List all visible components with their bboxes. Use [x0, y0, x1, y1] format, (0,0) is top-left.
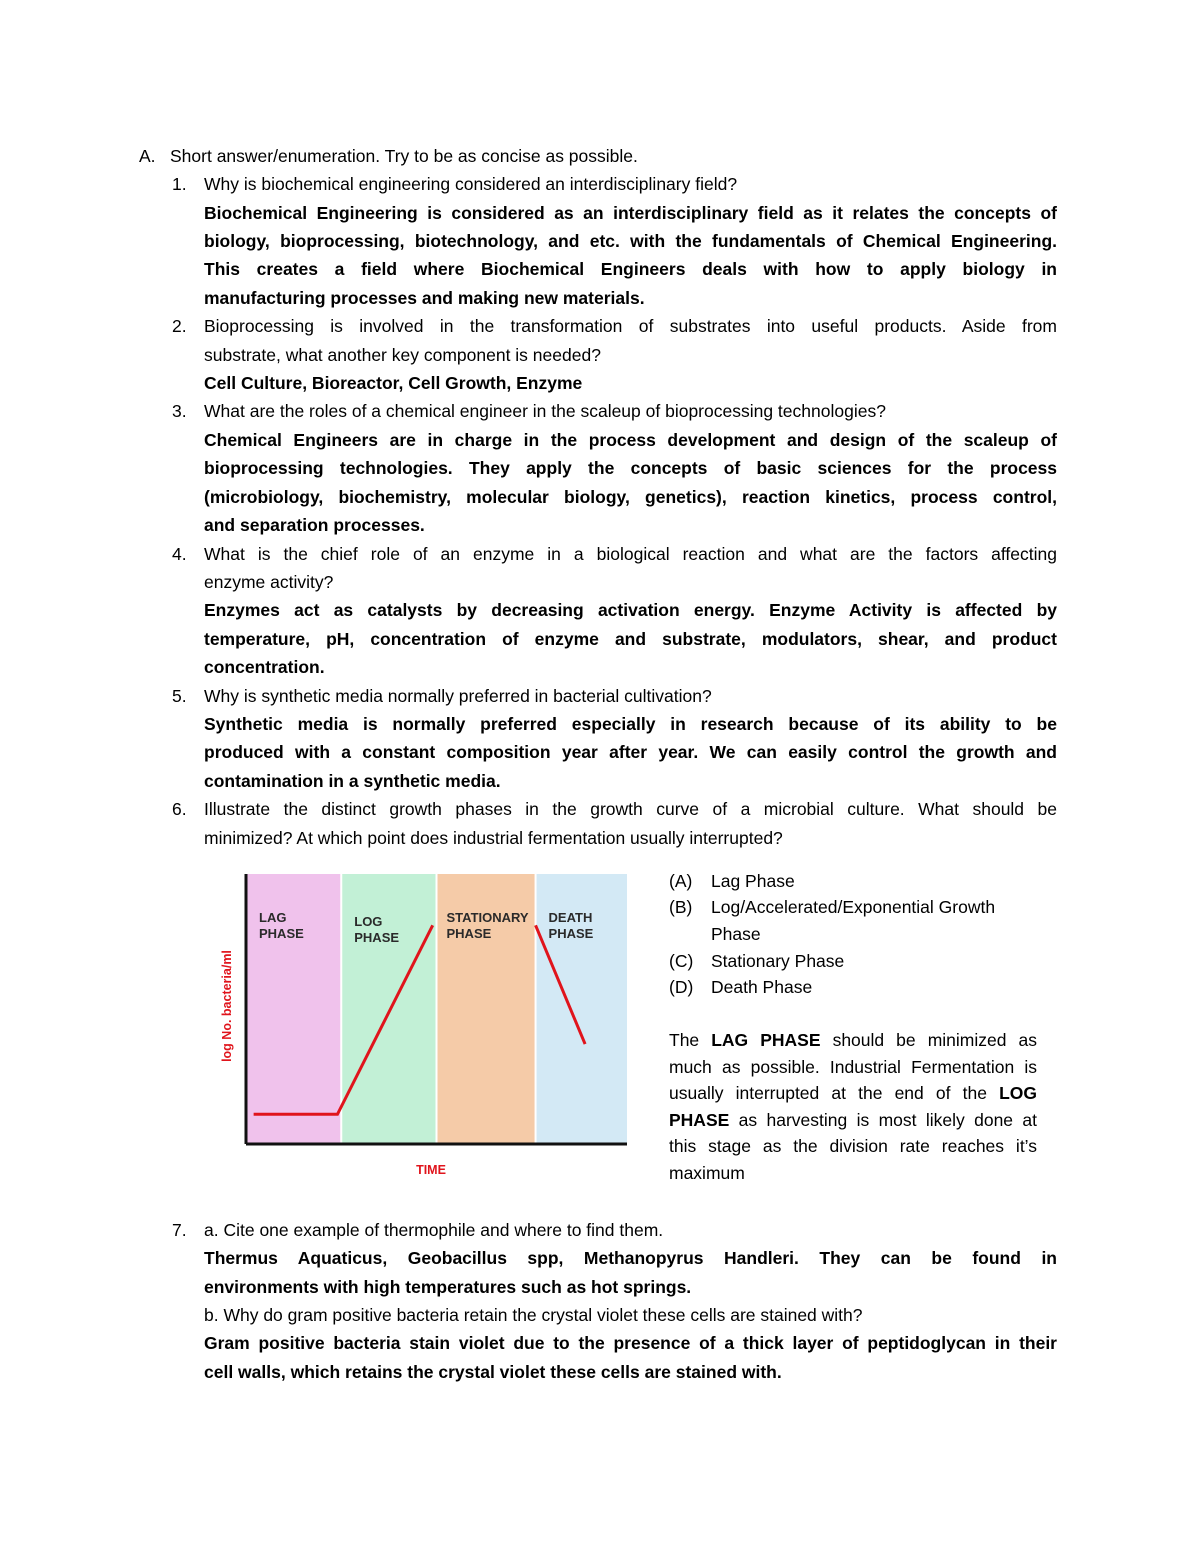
q3-answer-line: bioprocessing technologies. They apply the concepts of basic sciences for the process	[204, 458, 1057, 478]
q1-answer-line: manufacturing processes and making new materials.	[204, 288, 645, 308]
q2-question-line: Bioprocessing is involved in the transformation of substrates into useful products. Aside from	[204, 316, 1057, 336]
legend-key: (B)	[669, 897, 693, 917]
q5-answer-line: produced with a constant composition year after year. We can easily control the growth and	[204, 742, 1057, 762]
y-axis-label: log No. bacteria/ml	[220, 950, 234, 1062]
legend-key: (C)	[669, 951, 694, 971]
legend-label: Lag Phase	[711, 871, 795, 891]
q3-answer-line: and separation processes.	[204, 515, 425, 535]
phase-label-4: DEATH PHASE	[548, 910, 594, 941]
phase-label-3: STATIONARY PHASE	[446, 910, 529, 941]
q4-answer-line: concentration.	[204, 657, 325, 677]
legend-key: (D)	[669, 977, 694, 997]
section-letter: A.	[139, 146, 156, 166]
lag-log-explanation: The LAG PHASE should be minimized as much as possible. Industrial Fermentation is usually interrupted at the end of the LOG PHASE as harvesting is most likely done at this stage as the division rate reaches it’s maximum	[669, 1030, 1037, 1183]
q2-number: 2.	[172, 316, 187, 336]
q6-number: 6.	[172, 799, 187, 819]
q3-question: What are the roles of a chemical engineer in the scaleup of bioprocessing technologies?	[204, 401, 886, 421]
q5-answer-line: Synthetic media is normally preferred especially in research because of its ability to be	[204, 714, 1057, 734]
q7b-answer-line: Gram positive bacteria stain violet due to the presence of a thick layer of peptidoglycan in their	[204, 1333, 1057, 1353]
q7-number: 7.	[172, 1220, 187, 1240]
legend-label: Log/Accelerated/Exponential Growth	[711, 897, 996, 917]
legend-label: Death Phase	[711, 977, 813, 997]
q4-question-line: What is the chief role of an enzyme in a biological reaction and what are the factors affecting	[204, 544, 1057, 564]
q5-number: 5.	[172, 686, 187, 706]
q2-question-line: substrate, what another key component is needed?	[204, 345, 601, 365]
q1-answer-line: biology, bioprocessing, biotechnology, and etc. with the fundamentals of Chemical Engineering.	[204, 231, 1057, 251]
q2-answer: Cell Culture, Bioreactor, Cell Growth, Enzyme	[204, 373, 583, 393]
q4-answer-line: Enzymes act as catalysts by decreasing activation energy. Enzyme Activity is affected by	[204, 600, 1057, 620]
q6-question-line: Illustrate the distinct growth phases in the growth curve of a microbial culture. What should be	[204, 799, 1057, 819]
growth-curve-chart	[212, 868, 636, 1186]
q1-answer-line: Biochemical Engineering is considered as an interdisciplinary field as it relates the concepts of	[204, 203, 1057, 223]
legend-label: Stationary Phase	[711, 951, 845, 971]
q7a-question: a. Cite one example of thermophile and where to find them.	[204, 1220, 664, 1240]
phase-label-1: LAG PHASE	[259, 910, 304, 941]
q3-number: 3.	[172, 401, 187, 421]
q3-answer-line: Chemical Engineers are in charge in the process development and design of the scaleup of	[204, 430, 1057, 450]
q4-answer-line: temperature, pH, concentration of enzyme and substrate, modulators, shear, and product	[204, 629, 1057, 649]
x-axis-label: TIME	[416, 1163, 446, 1177]
q6-question-line: minimized? At which point does industrial fermentation usually interrupted?	[204, 828, 783, 848]
q7b-answer-line: cell walls, which retains the crystal violet these cells are stained with.	[204, 1362, 782, 1382]
q1-number: 1.	[172, 174, 187, 194]
q7a-answer-line: environments with high temperatures such as hot springs.	[204, 1277, 692, 1297]
q7a-answer-line: Thermus Aquaticus, Geobacillus spp, Methanopyrus Handleri. They can be found in	[204, 1248, 1057, 1268]
section-title: Short answer/enumeration. Try to be as concise as possible.	[170, 146, 638, 166]
q1-question: Why is biochemical engineering considered an interdisciplinary field?	[204, 174, 738, 194]
legend-label: Phase	[711, 924, 761, 944]
q5-answer-line: contamination in a synthetic media.	[204, 771, 501, 791]
q4-question-line: enzyme activity?	[204, 572, 334, 592]
phase-label-2: LOG PHASE	[354, 914, 400, 945]
q1-answer-line: This creates a field where Biochemical Engineers deals with how to apply biology in	[204, 259, 1057, 279]
q7b-question: b. Why do gram positive bacteria retain the crystal violet these cells are stained with?	[204, 1305, 863, 1325]
q5-question: Why is synthetic media normally preferred in bacterial cultivation?	[204, 686, 712, 706]
q3-answer-line: (microbiology, biochemistry, molecular biology, genetics), reaction kinetics, process control,	[204, 487, 1057, 507]
legend-key: (A)	[669, 871, 693, 891]
q4-number: 4.	[172, 544, 187, 564]
